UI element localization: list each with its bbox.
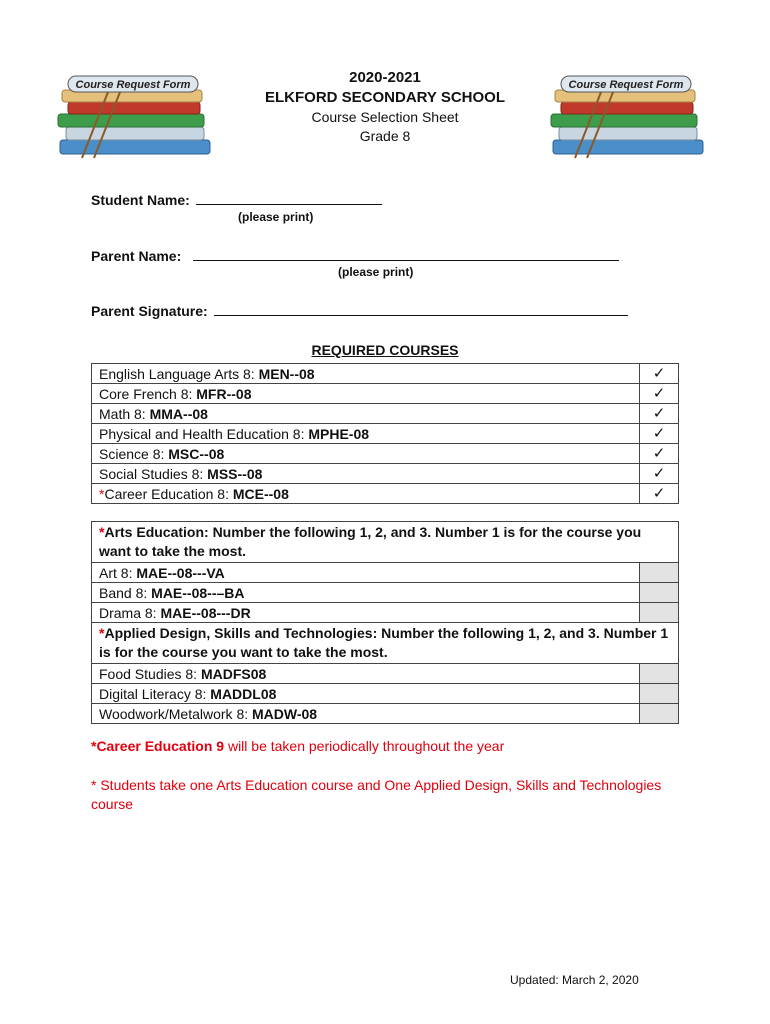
school-year: 2020-2021: [349, 69, 421, 86]
parent-name-label: Parent Name:: [91, 248, 182, 264]
course-name-cell: [92, 664, 640, 684]
course-name: Drama 8:: [99, 604, 161, 621]
elective-course-row: [92, 684, 679, 704]
course-name-cell: [92, 384, 640, 404]
required-course-row: [92, 424, 679, 444]
required-course-row: [92, 404, 679, 424]
arts-heading-row: [92, 522, 679, 563]
rank-input-box[interactable]: [640, 603, 679, 623]
required-course-row: [92, 464, 679, 484]
arts-heading-text: Arts Education: Number the following 1, 2, and 3. Number 1 is for the course you want to take the most.: [99, 524, 642, 559]
student-name-hint: (please print): [238, 210, 314, 224]
required-courses-heading: REQUIRED COURSES: [311, 342, 459, 358]
course-code: MAE--08---DR: [160, 604, 251, 621]
course-code: MADDL08: [210, 685, 277, 702]
checkmark-icon: ✓: [640, 484, 679, 504]
course-name-cell: [92, 684, 640, 704]
course-code: MCE--08: [232, 485, 289, 502]
rank-input-box[interactable]: [640, 583, 679, 603]
checkmark-icon: ✓: [640, 444, 679, 464]
elective-course-row: [92, 603, 679, 623]
course-name: Art 8:: [99, 564, 137, 581]
course-name-cell: [92, 583, 640, 603]
course-name: Woodwork/Metalwork 8:: [99, 705, 253, 722]
parent-name-line[interactable]: [193, 246, 619, 261]
course-name: Food Studies 8:: [99, 665, 201, 682]
arts-heading-star: *: [99, 524, 105, 540]
course-name-cell: [92, 364, 640, 384]
course-name: Science 8:: [99, 445, 169, 462]
course-name: Physical and Health Education 8:: [99, 425, 309, 442]
course-name-cell: [92, 444, 640, 464]
career-note-text: will be taken periodically throughout the year: [224, 738, 505, 754]
course-name-cell: [92, 404, 640, 424]
course-name-cell: [92, 563, 640, 583]
student-name-field[interactable]: [91, 190, 382, 208]
course-code: MEN--08: [258, 365, 315, 382]
course-code: MADW-08: [252, 705, 318, 722]
elective-course-row: [92, 563, 679, 583]
sheet-title: Course Selection Sheet: [311, 109, 459, 125]
checkmark-icon: ✓: [640, 364, 679, 384]
course-name-cell: [92, 464, 640, 484]
electives-table: [91, 521, 679, 724]
elective-course-row: [92, 583, 679, 603]
elective-course-row: [92, 704, 679, 724]
rank-input-box[interactable]: [640, 563, 679, 583]
parent-name-field[interactable]: [91, 246, 619, 264]
course-code: MFR--08: [196, 385, 252, 402]
course-name: Core French 8:: [99, 385, 197, 402]
adst-heading-star: *: [99, 625, 105, 641]
adst-heading-text: Applied Design, Skills and Technologies: Number the following 1, 2, and 3. Number 1 is for the course you want to take the most.: [99, 625, 669, 660]
svg-text:Course Request Form: Course Request Form: [75, 79, 191, 91]
student-name-label: Student Name:: [91, 192, 190, 208]
course-code: MMA--08: [149, 405, 208, 422]
required-course-row: [92, 444, 679, 464]
adst-heading-row: [92, 623, 679, 664]
rank-input-box[interactable]: [640, 684, 679, 704]
course-name-cell: [92, 484, 640, 504]
students-note: * Students take one Arts Education course and One Applied Design, Skills and Technologies course: [91, 777, 662, 812]
required-course-row: [92, 364, 679, 384]
course-name: English Language Arts 8:: [99, 365, 259, 382]
course-name: Social Studies 8:: [99, 465, 208, 482]
checkmark-icon: ✓: [640, 464, 679, 484]
course-code: MAE--08--–BA: [151, 584, 245, 601]
parent-signature-field[interactable]: [91, 301, 628, 319]
course-name: Digital Literacy 8:: [99, 685, 211, 702]
course-name: Math 8:: [99, 405, 150, 422]
rank-input-box[interactable]: [640, 704, 679, 724]
course-prefix: *: [99, 485, 105, 502]
parent-signature-label: Parent Signature:: [91, 303, 208, 319]
required-course-row: [92, 384, 679, 404]
career-note-bold: *Career Education 9: [91, 738, 225, 754]
rank-input-box[interactable]: [640, 664, 679, 684]
course-code: MSS--08: [207, 465, 263, 482]
course-code: MSC--08: [168, 445, 225, 462]
course-code: MAE--08---VA: [136, 564, 225, 581]
grade-label: Grade 8: [359, 128, 411, 144]
checkmark-icon: ✓: [640, 384, 679, 404]
svg-text:Course Request Form: Course Request Form: [568, 79, 684, 91]
school-name: ELKFORD SECONDARY SCHOOL: [264, 89, 505, 106]
adst-heading: [92, 623, 679, 664]
course-name-cell: [92, 704, 640, 724]
parent-signature-line[interactable]: [214, 301, 628, 316]
document-header: [185, 68, 585, 146]
required-course-row: [92, 484, 679, 504]
course-code: MADFS08: [200, 665, 267, 682]
course-name: Career Education 8:: [104, 485, 233, 502]
updated-date: Updated: March 2, 2020: [510, 973, 639, 987]
required-courses-table: [91, 363, 679, 504]
arts-heading: [92, 522, 679, 563]
parent-name-hint: (please print): [338, 265, 414, 279]
course-name-cell: [92, 424, 640, 444]
course-name-cell: [92, 603, 640, 623]
checkmark-icon: ✓: [640, 404, 679, 424]
course-code: MPHE-08: [308, 425, 370, 442]
checkmark-icon: ✓: [640, 424, 679, 444]
course-name: Band 8:: [99, 584, 152, 601]
career-education-note: [91, 737, 681, 756]
elective-course-row: [92, 664, 679, 684]
student-name-line[interactable]: [196, 190, 382, 205]
